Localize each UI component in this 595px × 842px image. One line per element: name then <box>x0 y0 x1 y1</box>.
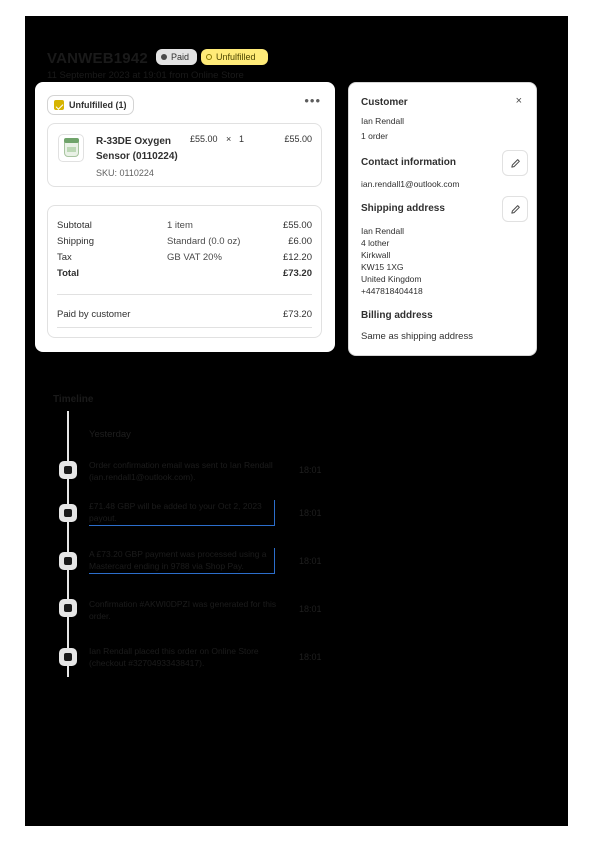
summary-detail: GB VAT 20% <box>167 252 222 263</box>
summary-amount: £6.00 <box>288 236 312 247</box>
address-line: 4 lother <box>361 238 390 248</box>
billing-address-text: Same as shipping address <box>361 331 473 342</box>
address-line: KW15 1XG <box>361 262 404 272</box>
timeline-event-time: 18:01 <box>299 508 322 518</box>
product-name-link[interactable]: R-33DE Oxygen Sensor (0110224) <box>96 136 178 162</box>
summary-divider <box>57 327 312 328</box>
unfulfilled-box-icon <box>54 100 64 110</box>
summary-row-paid <box>57 309 312 323</box>
product-image-icon <box>64 139 79 157</box>
product-sku: SKU: 0110224 <box>96 168 154 178</box>
contact-info-title: Contact information <box>361 157 456 168</box>
timeline-event-marker <box>59 599 77 617</box>
billing-address-title: Billing address <box>361 310 433 321</box>
shipping-address-title: Shipping address <box>361 203 445 214</box>
unfulfilled-status-label: Unfulfilled (1) <box>69 100 127 110</box>
timeline-event-marker <box>59 648 77 666</box>
summary-amount: £12.20 <box>282 252 312 263</box>
close-icon[interactable]: × <box>515 95 522 107</box>
line-total: £55.00 <box>284 134 312 144</box>
customer-card <box>348 82 537 356</box>
timeline-event-marker <box>59 552 77 570</box>
timeline-event-time: 18:01 <box>299 465 322 475</box>
summary-amount: £55.00 <box>282 220 312 231</box>
summary-row-tax <box>57 252 312 266</box>
shipping-address <box>361 225 423 297</box>
timeline-event-text: Ian Rendall placed this order on Online Store (checkout #32704933438417). <box>89 646 259 668</box>
timeline-event-time: 18:01 <box>299 604 322 614</box>
summary-label: Total <box>57 268 79 279</box>
address-line: United Kingdom <box>361 274 422 284</box>
more-actions-icon[interactable]: ••• <box>304 93 321 108</box>
unfulfilled-badge <box>201 49 268 65</box>
customer-name-link[interactable]: Ian Rendall <box>361 116 405 126</box>
timeline-heading: Timeline <box>53 394 94 405</box>
customer-email[interactable]: ian.rendall1@outlook.com <box>361 179 460 189</box>
fulfillment-card <box>35 82 335 352</box>
paid-badge <box>156 49 197 65</box>
quantity: 1 <box>239 134 245 144</box>
paid-dot-icon <box>161 54 167 60</box>
paid-badge-label: Paid <box>171 52 190 62</box>
unit-price: £55.00 <box>190 134 218 144</box>
unfulfilled-badge-label: Unfulfilled <box>216 52 256 62</box>
unfulfilled-status-pill <box>47 95 134 115</box>
product-thumbnail[interactable] <box>58 134 84 162</box>
order-id-title: VANWEB1942 <box>47 50 148 67</box>
timeline-event-marker <box>59 461 77 479</box>
address-line: Ian Rendall <box>361 226 405 236</box>
summary-detail: Standard (0.0 oz) <box>167 236 241 247</box>
summary-label: Shipping <box>57 236 94 247</box>
timeline-event-link[interactable]: A £73.20 GBP payment was processed using a Mastercard ending in 9788 via Shop Pay. <box>89 548 275 574</box>
paid-by-customer-amount: £73.20 <box>282 309 312 320</box>
timeline-line <box>67 411 69 677</box>
summary-row-total <box>57 268 312 282</box>
summary-detail: 1 item <box>167 220 193 231</box>
paid-by-customer-label: Paid by customer <box>57 309 131 320</box>
timeline-event-time: 18:01 <box>299 556 322 566</box>
timeline-event-text: Confirmation #AKWI0DPZI was generated for this order. <box>89 599 277 621</box>
customer-order-count[interactable]: 1 order <box>361 131 388 141</box>
timeline-event-time: 18:01 <box>299 652 322 662</box>
timeline-day-label: Yesterday <box>89 429 131 440</box>
summary-row-subtotal <box>57 220 312 234</box>
address-phone: +447818404418 <box>361 286 423 296</box>
edit-shipping-button[interactable] <box>502 196 528 222</box>
timeline-event-link[interactable]: £71.48 GBP will be added to your Oct 2, 2023 payout. <box>89 500 275 526</box>
order-subtitle: 11 September 2023 at 19:01 from Online Store <box>47 70 244 81</box>
pencil-icon <box>510 204 521 215</box>
summary-label: Subtotal <box>57 220 92 231</box>
timeline-event-text: Order confirmation email was sent to Ian Rendall (ian.rendall1@outlook.com). <box>89 460 273 482</box>
pencil-icon <box>510 158 521 169</box>
line-item <box>47 123 322 187</box>
timeline-event-marker <box>59 504 77 522</box>
summary-label: Tax <box>57 252 72 263</box>
address-line: Kirkwall <box>361 250 391 260</box>
edit-contact-button[interactable] <box>502 150 528 176</box>
customer-title: Customer <box>361 97 408 108</box>
summary-divider <box>57 294 312 295</box>
unfulfilled-ring-icon <box>206 54 212 60</box>
summary-row-shipping <box>57 236 312 250</box>
times-sign: × <box>226 134 232 144</box>
summary-amount: £73.20 <box>282 268 312 279</box>
payment-summary <box>47 205 322 338</box>
